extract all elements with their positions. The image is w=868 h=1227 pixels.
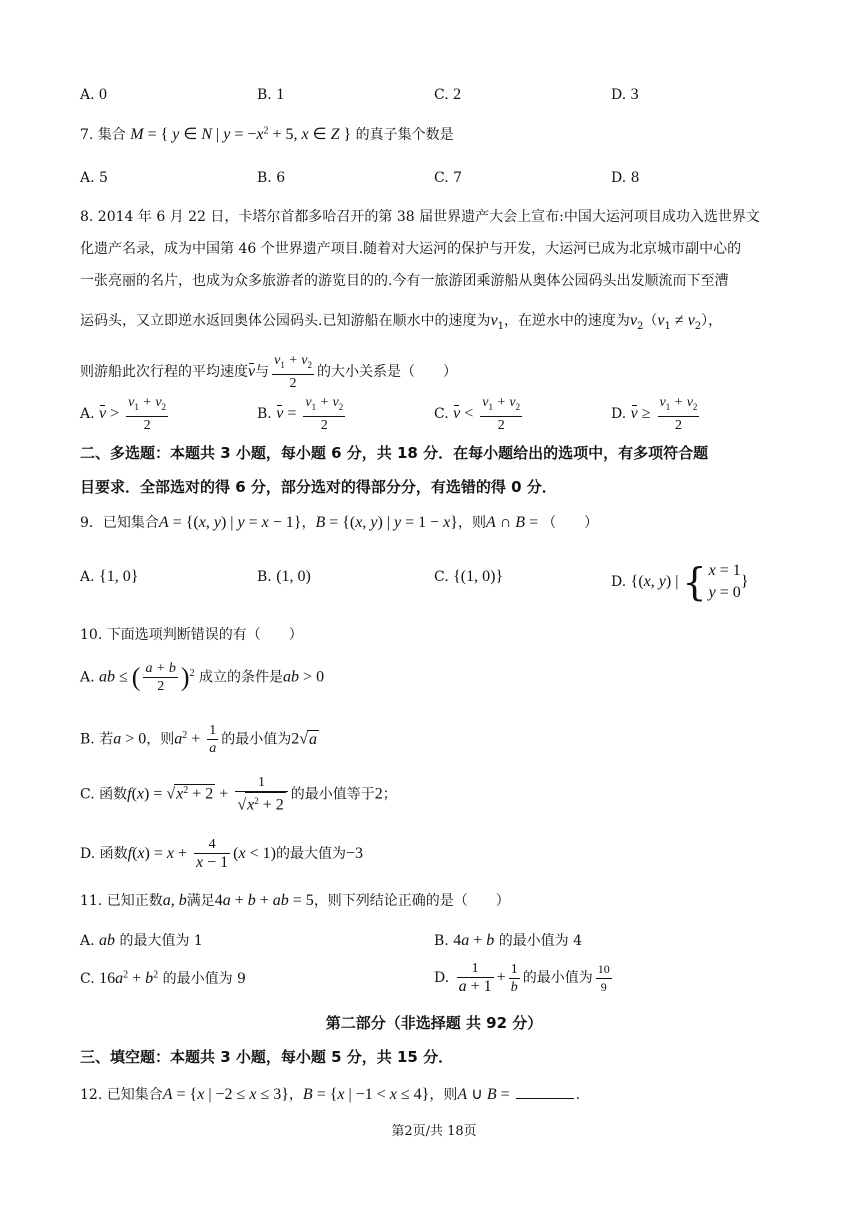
q8-option-c: C. v < $\frac{v_1 + v_2}{2}$ bbox=[434, 395, 521, 433]
q8-line-4: 运码头，又立即逆水返回奥体公园码头.已知游船在顺水中的速度为$v_1$，在逆水中的速度为$v_2(v_1 \ne v_2)$， bbox=[80, 312, 723, 332]
q10-stem: 10. 下面选项判断错误的有（ ） bbox=[80, 627, 303, 643]
section3-heading: 三、填空题：本题共 3 小题，每小题 5 分，共 15 分． bbox=[80, 1048, 454, 1066]
section2-heading: 二、多选题：本题共 3 小题，每小题 6 分，共 18 分．在每小题给出的选项中，有多项符合题 bbox=[80, 444, 709, 462]
page-footer: 第2页/共 18页 bbox=[391, 1124, 477, 1139]
q12-stem: 12. 已知集合A = {x | −2 ≤ x ≤ 3}，B = {x | −1 < x ≤ 4}，则A ∪ B = . bbox=[80, 1086, 581, 1103]
q8-options bbox=[0, 394, 868, 434]
q8-option-a: A. v > $\frac{v_1 + v_2}{2}$ bbox=[80, 395, 167, 433]
q10-option-a: A. ab ≤ ( $\frac{a + b}{2}$ )$^2$ 成立的条件是ab > 0 bbox=[80, 661, 325, 694]
q10-option-d: D. 函数f(x) = x + $\frac{4}{x - 1}$ (x < 1)的最大值为−3 bbox=[80, 837, 363, 871]
q7-option-d: D. 8 bbox=[611, 170, 640, 186]
q10-option-b: B. 若a > 0，则$a^2$ + $\frac{1}{a}$ 的最小值为2√a bbox=[80, 723, 318, 756]
q11-options-row-2 bbox=[0, 960, 868, 1000]
q6-option-d: D. 3 bbox=[611, 86, 639, 103]
q6-option-c: C. 2 bbox=[434, 86, 462, 103]
q9-option-a: A. {1, 0} bbox=[80, 568, 139, 585]
q9-stem: 9．已知集合A = {(x, y) | y = x − 1}，B = {(x, y) | y = 1 − x}，则A ∩ B = （ ） bbox=[80, 514, 599, 531]
q7-options bbox=[0, 170, 868, 196]
q11-option-c: C. $16a^2 + b^2$ 的最小值为 9 bbox=[80, 969, 246, 987]
q12-answer-blank[interactable] bbox=[516, 1098, 574, 1099]
q7-set-expression: M bbox=[130, 126, 144, 143]
q9-option-c: C. {(1, 0)} bbox=[434, 568, 504, 585]
q11-options-row-1 bbox=[0, 930, 868, 956]
part2-heading: 第二部分（非选择题 共 92 分） bbox=[325, 1014, 543, 1032]
q11-option-b: B. 4a + b 的最小值为 4 bbox=[434, 932, 583, 949]
q7-option-b: B. 6 bbox=[257, 170, 286, 186]
q11-stem: 11. 已知正数a, b满足4a + b + ab = 5，则下列结论正确的是（ ） bbox=[80, 892, 510, 909]
q9-options bbox=[0, 560, 868, 610]
q8-line-1: 8. 2014 年 6 月 22 日，卡塔尔首都多哈召开的第 38 届世界遗产大会上宣布:中国大运河项目成功入选世界文 bbox=[80, 209, 760, 225]
q7-option-a: A. 5 bbox=[80, 170, 108, 186]
q6-option-a: A. 0 bbox=[80, 86, 108, 103]
q8-line-3: 一张亮丽的名片，也成为众多旅游者的游览目的的.今有一旅游团乘游船从奥体公园码头出发顺流而下至漕 bbox=[80, 273, 729, 289]
q11-option-d: D. $\frac{1}{a + 1}$ + $\frac{1}{b}$ 的最小值为 $\frac{10}{9}$ bbox=[434, 961, 610, 995]
q8-line-5: 则游船此次行程的平均速度v与 $\frac{v_1 + v_2}{2}$ 的大小关系是（ ） bbox=[80, 353, 457, 391]
q6-option-b: B. 1 bbox=[257, 86, 285, 103]
q11-option-a: A. ab 的最大值为 1 bbox=[80, 932, 203, 949]
q9-option-b: B. (1, 0) bbox=[257, 568, 311, 585]
q8-line-2: 化遗产名录，成为中国第 46 个世界遗产项目.随着对大运河的保护与开发，大运河已成为北京城市副中心的 bbox=[80, 241, 742, 257]
q6-options bbox=[0, 86, 868, 112]
q10-option-c: C. 函数$f(x) = √x^2 + 2$ + $\frac{1}{√x^2 + 2}$ 的最小值等于2； bbox=[80, 775, 397, 814]
q8-option-b: B. v = $\frac{v_1 + v_2}{2}$ bbox=[257, 395, 344, 433]
q8-option-d: D. v ≥ $\frac{v_1 + v_2}{2}$ bbox=[611, 395, 698, 433]
q7-option-c: C. 7 bbox=[434, 170, 463, 186]
q7-stem: 7. 集合 M = { y ∈ N | $y = -x^2 + 5$, x ∈ Z } 的真子集个数是 bbox=[80, 125, 454, 143]
section2-heading-cont: 目要求．全部选对的得 6 分，部分选对的得部分分，有选错的得 0 分． bbox=[80, 478, 557, 496]
q9-option-d: D. {(x, y) | { x = 1 y = 0 } bbox=[611, 560, 749, 604]
